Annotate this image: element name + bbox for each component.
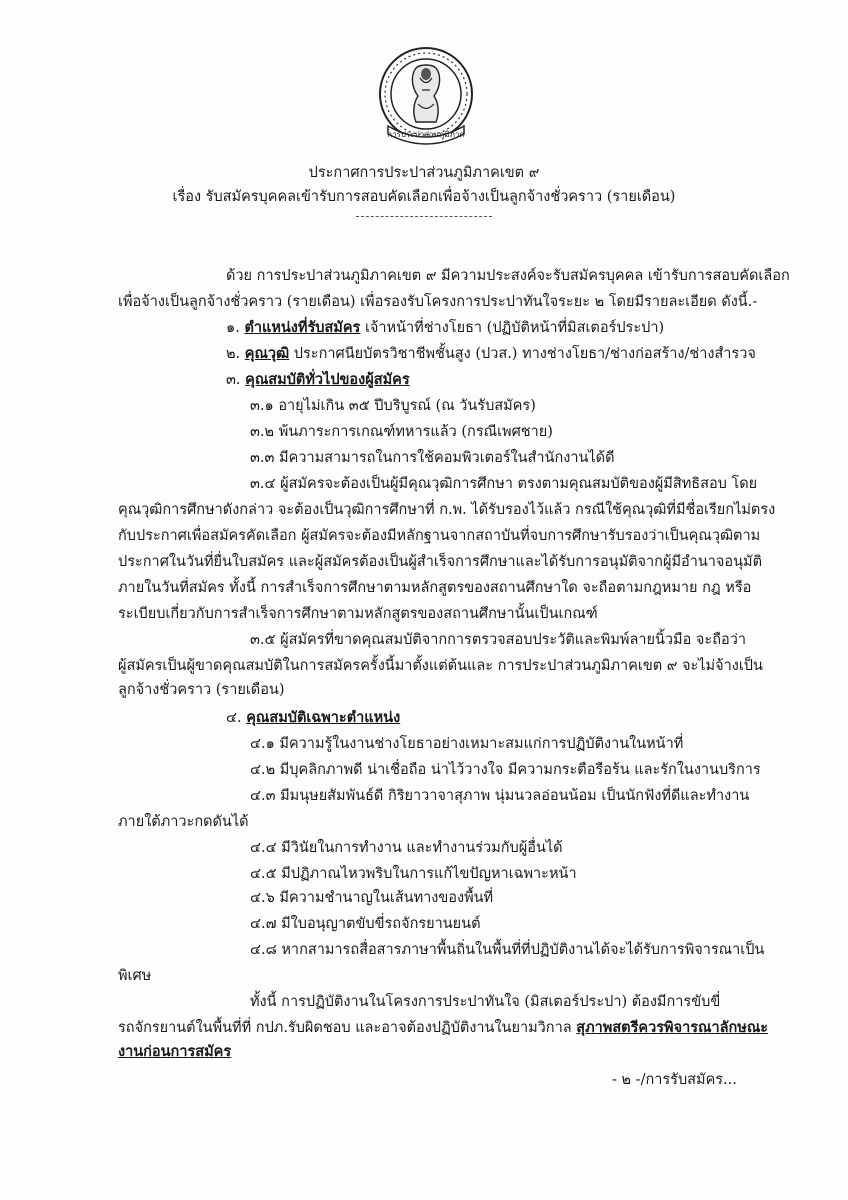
section-3-number: ๓. [226,372,241,388]
section-3-heading: คุณสมบัติทั่วไปของผู้สมัคร [245,371,410,388]
header-separator [356,216,492,217]
item-4-4: ๔.๔ มีวินัยในการทำงาน และทำงานร่วมกับผู้อื่นได้ [250,840,563,856]
item-3-4-line-5: ภายในวันที่สมัคร ทั้งนี้ การสำเร็จการศึกษาตามหลักสูตรของสถานศึกษาใด จะถือตามกฎหมาย กฎ หรือ [118,580,752,596]
item-4-5: ๔.๕ มีปฏิภาณไหวพริบในการแก้ไขปัญหาเฉพาะหน้า [250,866,577,882]
item-3-4-line-2: คุณวุฒิการศึกษาดังกล่าว จะต้องเป็นวุฒิการศึกษาที่ ก.พ. ได้รับรองไว้แล้ว กรณีใช้คุณวุฒิที่มีชื่อเรียกไม่ตรง [118,502,776,518]
section-2-text: ประกาศนียบัตรวิชาชีพชั้นสูง (ปวส.) ทางช่างโยธา/ช่างก่อสร้าง/ช่างสำรวจ [289,346,756,362]
section-4 [226,708,400,728]
item-3-5-line-3: ลูกจ้างชั่วคราว (รายเดือน) [118,682,285,698]
closing-emphasis-part-1: สุภาพสตรีควรพิจารณาลักษณะ [576,1019,769,1036]
closing-emphasis-part-2: งานก่อนการสมัคร [118,1043,232,1060]
subject-line: เรื่อง รับสมัครบุคคลเข้ารับการสอบคัดเลือกเพื่อจ้างเป็นลูกจ้างชั่วคราว (รายเดือน) [172,189,676,205]
item-4-3-line-2: ภายใต้ภาวะกดดันได้ [118,814,249,830]
closing-line-2-text: รถจักรยานต์ในพื้นที่ที่ กปภ.รับผิดชอบ และอาจต้องปฏิบัติงานในยามวิกาล [118,1020,577,1036]
intro-line-2: เพื่อจ้างเป็นลูกจ้างชั่วคราว (รายเดือน) เพื่อรองรับโครงการประปาทันใจระยะ ๒ โดยมีรายละเอียด ดังนี้.- [118,294,758,310]
agency-title: ประกาศการประปาส่วนภูมิภาคเขต ๙ [308,165,540,181]
item-4-3-line-1: ๔.๓ มีมนุษยสัมพันธ์ดี กิริยาวาจาสุภาพ นุ่มนวลอ่อนน้อม เป็นนักฟังที่ดีและทำงาน [250,788,750,804]
intro-line-1: ด้วย การประปาส่วนภูมิภาคเขต ๙ มีความประสงค์จะรับสมัครบุคคล เข้ารับการสอบคัดเลือก [226,268,790,284]
section-4-number: ๔. [226,710,242,726]
seal-banner-text: การประปาส่วนภูมิภาค [387,130,465,139]
closing-line-1: ทั้งนี้ การปฏิบัติงานในโครงการประปาทันใจ (มิสเตอร์ประปา) ต้องมีการขับขี่ [250,994,721,1010]
item-3-4-line-3: กับประกาศเพื่อสมัครคัดเลือก ผู้สมัครจะต้องมีหลักฐานจากสถาบันที่จบการศึกษารับรองว่าเป็นคุณวุฒิตาม [118,528,761,544]
item-3-2: ๓.๒ พ้นภาระการเกณฑ์ทหารแล้ว (กรณีเพศชาย) [250,424,553,440]
item-3-4-line-6: ระเบียบเกี่ยวกับการสำเร็จการศึกษาตามหลักสูตรของสถานศึกษานั้นเป็นเกณฑ์ [118,606,598,622]
section-2-heading: คุณวุฒิ [244,345,290,362]
section-2 [226,344,756,364]
section-1 [226,318,664,338]
item-4-1: ๔.๑ มีความรู้ในงานช่างโยธาอย่างเหมาะสมแก่การปฏิบัติงานในหน้าที่ [250,736,684,752]
section-2-number: ๒. [226,346,241,362]
agency-seal-emblem [358,44,494,154]
section-1-heading: ตำแหน่งที่รับสมัคร [244,319,361,336]
closing-line-2 [118,1018,768,1038]
item-4-7: ๔.๗ มีใบอนุญาตขับขี่รถจักรยานยนต์ [250,916,481,932]
item-3-4-line-1: ๓.๔ ผู้สมัครจะต้องเป็นผู้มีคุณวุฒิการศึกษา ตรงตามคุณสมบัติของผู้มีสิทธิสอบ โดย [250,476,758,492]
item-3-3: ๓.๓ มีความสามารถในการใช้คอมพิวเตอร์ในสำนักงานได้ดี [250,450,615,466]
item-3-5-line-1: ๓.๕ ผู้สมัครที่ขาดคุณสมบัติจากการตรวจสอบประวัติและพิมพ์ลายนิ้วมือ จะถือว่า [250,632,746,648]
item-4-8-line-2: พิเศษ [118,968,152,984]
item-4-8-line-1: ๔.๘ หากสามารถสื่อสารภาษาพื้นถิ่นในพื้นที่ที่ปฏิบัติงานได้จะได้รับการพิจารณาเป็น [250,942,765,958]
section-4-heading: คุณสมบัติเฉพาะตำแหน่ง [246,709,401,726]
item-4-6: ๔.๖ มีความชำนาญในเส้นทางของพื้นที่ [250,890,494,906]
item-3-5-line-2: ผู้สมัครเป็นผู้ขาดคุณสมบัติในการสมัครครั้งนี้มาตั้งแต่ต้นและ การประปาส่วนภูมิภาคเขต ๙ จะไม่จ้างเป็น [118,658,763,674]
section-1-number: ๑. [226,320,240,336]
item-4-2: ๔.๒ มีบุคลิกภาพดี น่าเชื่อถือ น่าไว้วางใจ มีความกระตือรือร้น และรักในงานบริการ [250,762,761,778]
item-3-1: ๓.๑ อายุไม่เกิน ๓๕ ปีบริบูรณ์ (ณ วันรับสมัคร) [250,398,536,414]
next-page-indicator: - ๒ -/การรับสมัคร... [612,1072,737,1088]
item-3-4-line-4: ประกาศในวันที่ยื่นใบสมัคร และผู้สมัครต้องเป็นผู้สำเร็จการศึกษาและได้รับการอนุมัติจากผู้มีอำนาจอนุมัติ [118,554,763,570]
section-3 [226,370,410,390]
section-1-text: เจ้าหน้าที่ช่างโยธา (ปฏิบัติหน้าที่มิสเตอร์ประปา) [360,320,665,336]
